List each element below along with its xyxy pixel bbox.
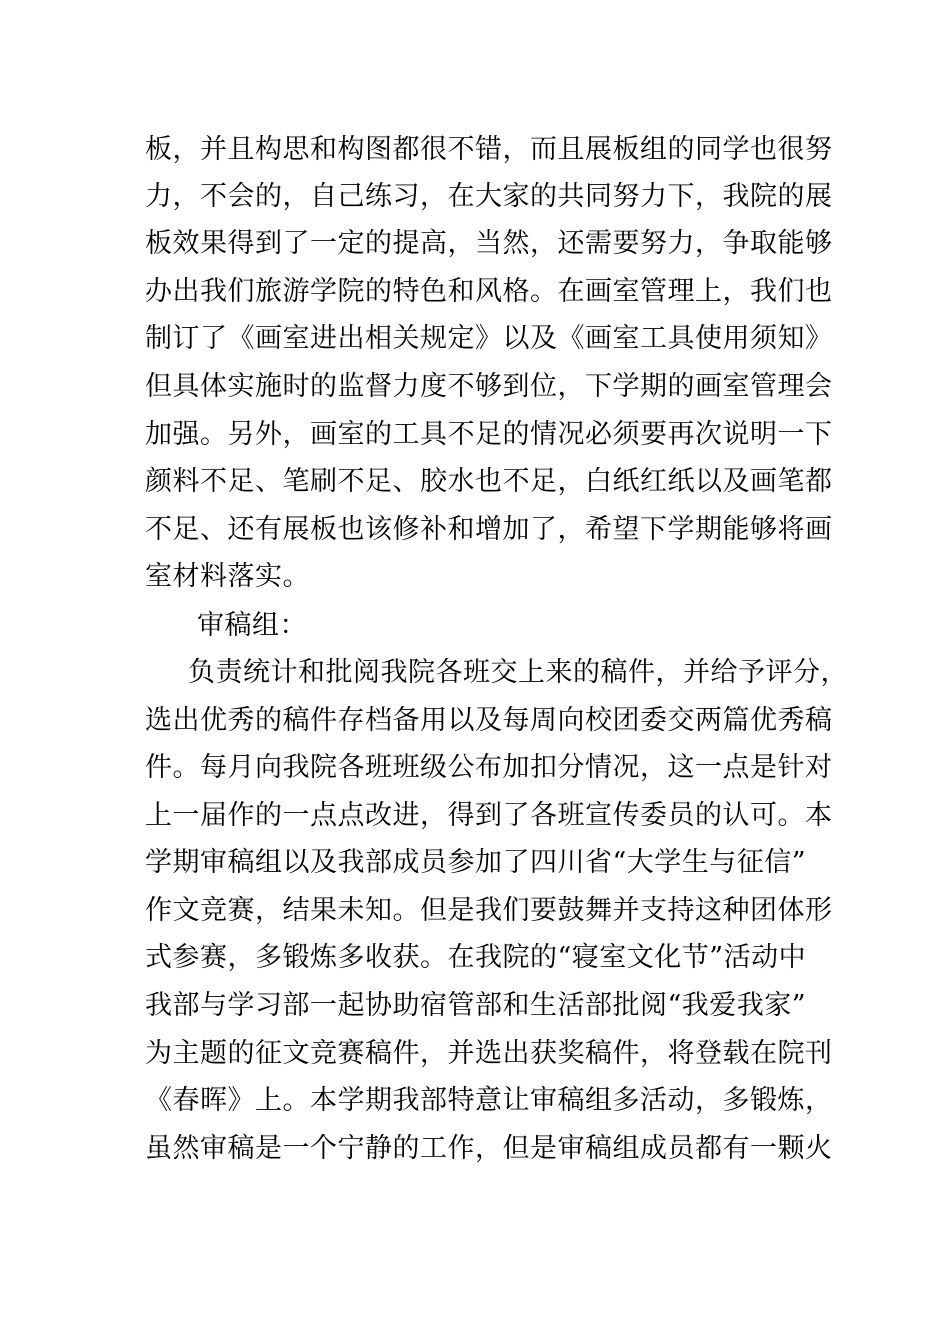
text-line: 虽然审稿是一个宁静的工作，但是审稿组成员都有一颗火	[145, 1133, 833, 1164]
text-line: 选出优秀的稿件存档备用以及每周向校团委交两篇优秀稿	[145, 705, 833, 736]
text-line: 作文竞赛，结果未知。但是我们要鼓舞并支持这种团体形	[145, 895, 833, 926]
text-line: 颜料不足、笔刷不足、胶水也不足，白纸红纸以及画笔都	[145, 466, 833, 497]
text-line: 为主题的征文竞赛稿件，并选出获奖稿件，将登载在院刊	[145, 1038, 833, 1069]
text-line: 板效果得到了一定的提高，当然，还需要努力，争取能够	[145, 228, 833, 259]
text-line: 室材料落实。	[145, 561, 310, 592]
text-line: 件。每月向我院各班班级公布加扣分情况，这一点是针对	[145, 752, 833, 783]
text-line: 《春晖》上。本学期我部特意让审稿组多活动，多锻炼，	[145, 1085, 833, 1116]
text-line: 不足、还有展板也该修补和增加了，希望下学期能够将画	[145, 514, 833, 545]
text-line: 但具体实施时的监督力度不够到位，下学期的画室管理会	[145, 371, 833, 402]
text-line: 加强。另外，画室的工具不足的情况必须要再次说明一下	[145, 419, 833, 450]
section-heading-review-group: 审稿组：	[197, 610, 307, 641]
text-line: 办出我们旅游学院的特色和风格。在画室管理上，我们也	[145, 276, 833, 307]
text-line: 我部与学习部一起协助宿管部和生活部批阅“我爱我家”	[145, 990, 807, 1021]
text-line: 力，不会的，自己练习，在大家的共同努力下，我院的展	[145, 181, 833, 212]
text-line: 负责统计和批阅我院各班交上来的稿件，并给予评分，	[188, 657, 848, 688]
text-line: 式参赛，多锻炼多收获。在我院的“寝室文化节”活动中	[145, 942, 807, 973]
text-line: 上一届作的一点点改进，得到了各班宣传委员的认可。本	[145, 800, 833, 831]
text-line: 制订了《画室进出相关规定》以及《画室工具使用须知》	[145, 323, 833, 354]
text-line: 学期审稿组以及我部成员参加了四川省“大学生与征信”	[145, 847, 807, 878]
text-line: 板，并且构思和构图都很不错，而且展板组的同学也很努	[145, 134, 833, 165]
